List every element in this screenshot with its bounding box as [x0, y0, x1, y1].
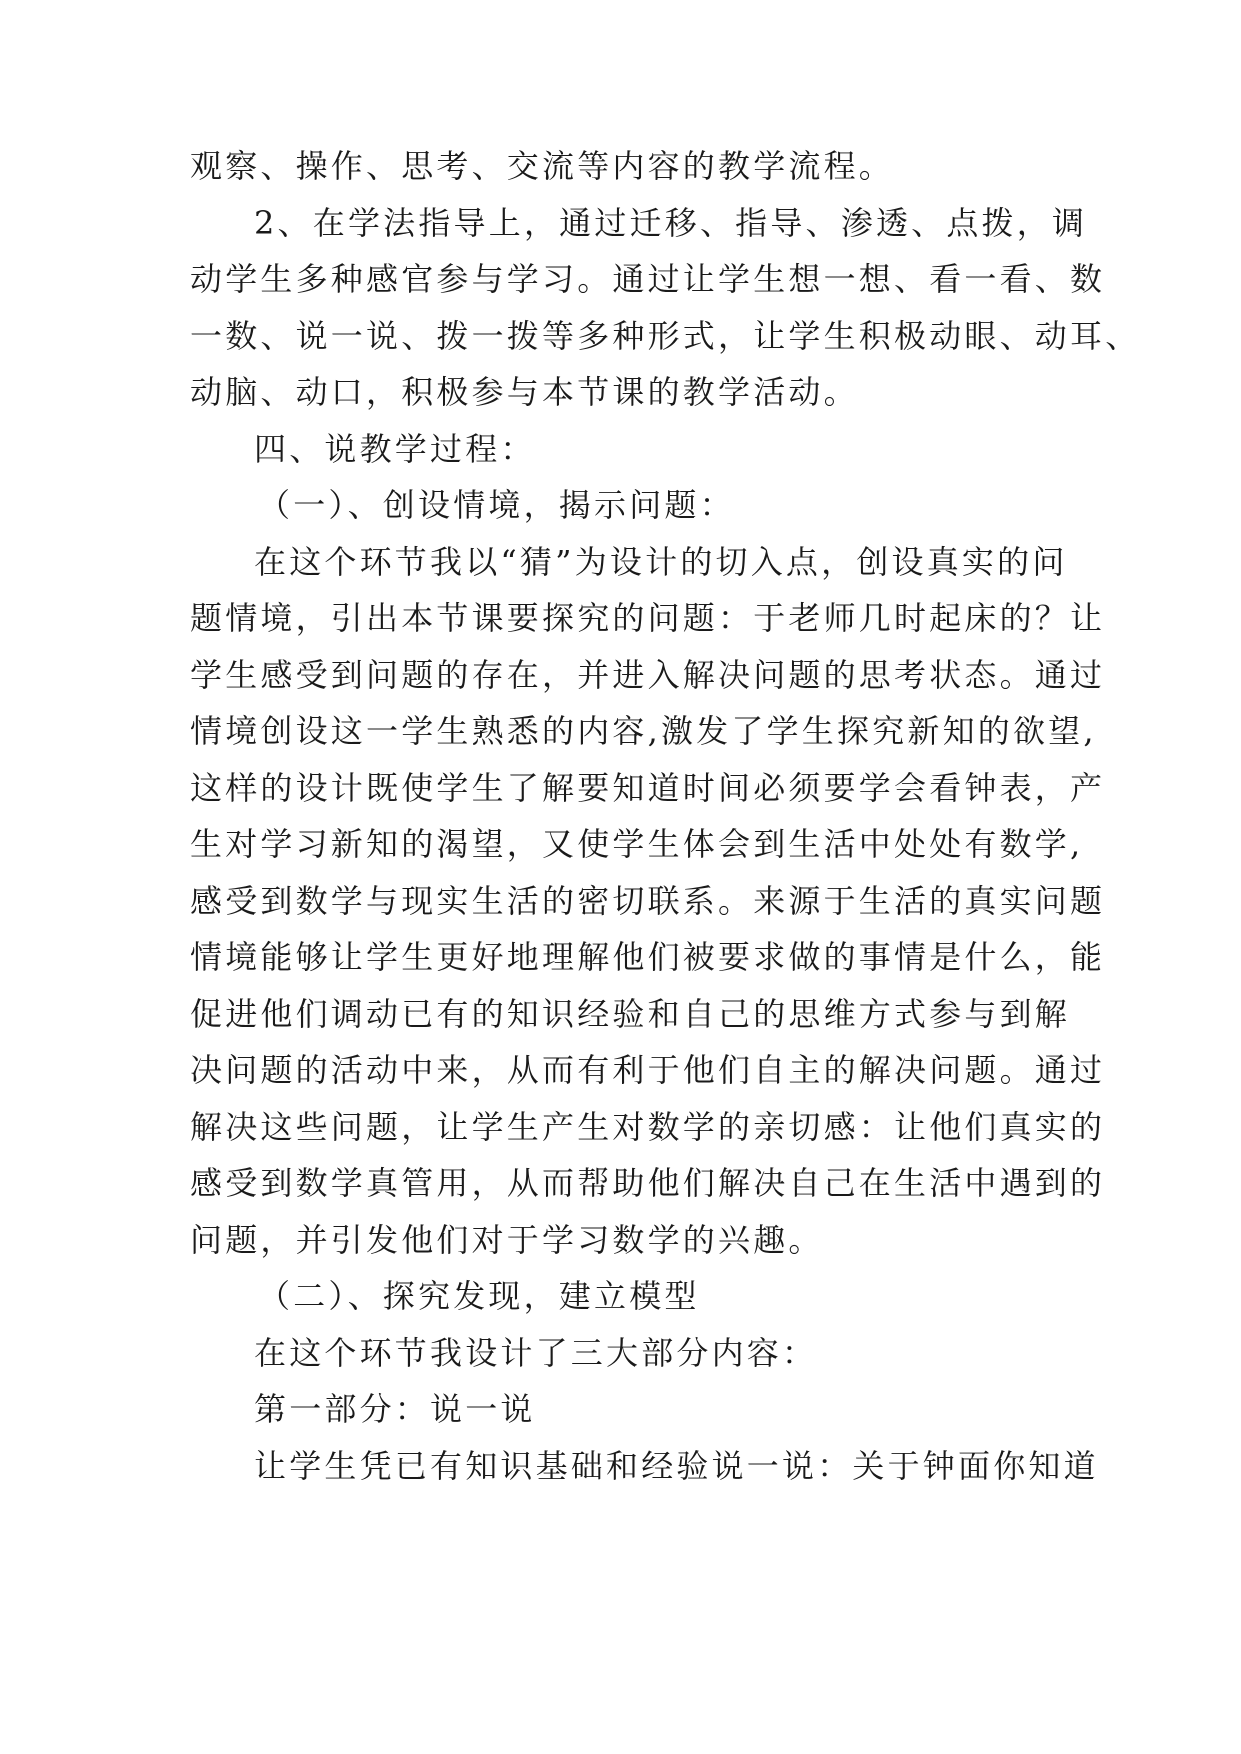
text-line: 感受到数学与现实生活的密切联系。来源于生活的真实问题	[190, 882, 1106, 920]
text-line: 动学生多种感官参与学习。通过让学生想一想、看一看、数	[190, 260, 1106, 298]
subsection-heading: （一）、创设情境，揭示问题：	[258, 486, 735, 524]
part-heading: 第一部分：说一说	[254, 1390, 536, 1428]
text-line: 这样的设计既使学生了解要知道时间必须要学会看钟表，产	[190, 769, 1106, 807]
text-line: 动脑、动口，积极参与本节课的教学活动。	[190, 373, 859, 411]
text-line: 一数、说一说、拨一拨等多种形式，让学生积极动眼、动耳、	[190, 317, 1141, 355]
text-line: 解决这些问题，让学生产生对数学的亲切感：让他们真实的	[190, 1108, 1106, 1146]
subsection-heading: （二）、探究发现，建立模型	[258, 1277, 700, 1315]
text-line: 情境能够让学生更好地理解他们被要求做的事情是什么，能	[190, 938, 1106, 976]
text-line: 让学生凭已有知识基础和经验说一说：关于钟面你知道	[254, 1447, 1099, 1485]
text-line: 问题，并引发他们对于学习数学的兴趣。	[190, 1221, 824, 1259]
text-line: 学生感受到问题的存在，并进入解决问题的思考状态。通过	[190, 656, 1106, 694]
text-line: 情境创设这一学生熟悉的内容,激发了学生探究新知的欲望,	[190, 712, 1097, 750]
text-line: 2、在学法指导上，通过迁移、指导、渗透、点拨，调	[254, 204, 1088, 242]
text-line: 感受到数学真管用，从而帮助他们解决自己在生活中遇到的	[190, 1164, 1106, 1202]
text-line: 促进他们调动已有的知识经验和自己的思维方式参与到解	[190, 995, 1071, 1033]
text-line: 观察、操作、思考、交流等内容的教学流程。	[190, 147, 895, 185]
text-line: 在这个环节我设计了三大部分内容：	[254, 1334, 818, 1372]
text-line: 题情境，引出本节课要探究的问题：于老师几时起床的？让	[190, 599, 1106, 637]
text-line: 生对学习新知的渴望，又使学生体会到生活中处处有数学,	[190, 825, 1084, 863]
text-line: 在这个环节我以“猜”为设计的切入点，创设真实的问	[254, 543, 1068, 581]
text-line: 决问题的活动中来，从而有利于他们自主的解决问题。通过	[190, 1051, 1106, 1089]
section-heading: 四、说教学过程：	[254, 430, 536, 468]
